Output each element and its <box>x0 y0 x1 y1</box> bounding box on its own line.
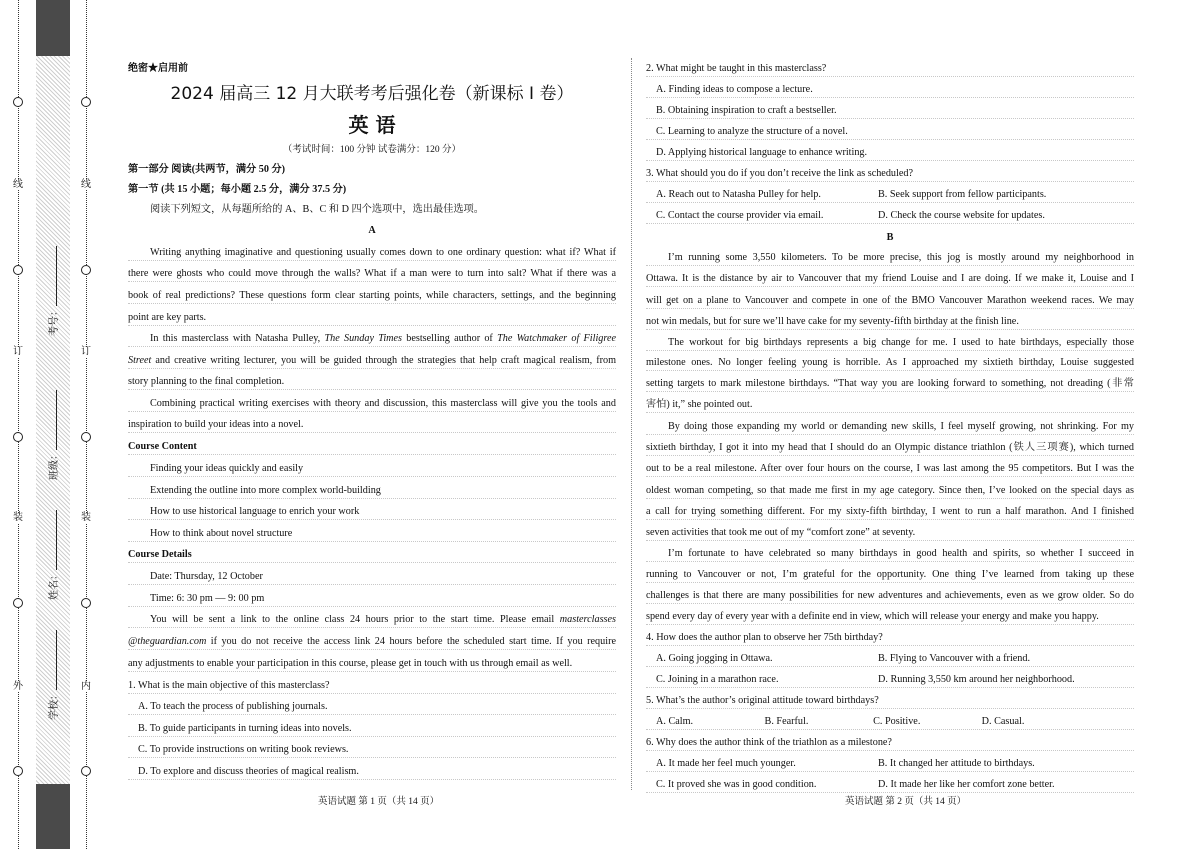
answer-option[interactable]: C. It proved she was in good condition. <box>656 779 817 790</box>
question-stem: 4. How does the author plan to observe her 75th birthday? <box>646 631 1134 646</box>
answer-option[interactable]: A. It made her feel much younger. <box>656 758 796 769</box>
binding-mark: 订 <box>13 346 23 357</box>
paragraph-line: Writing anything imaginative and questioning usually comes down to one ordinary question: what if? What if <box>128 246 616 261</box>
binding-hole <box>13 598 23 608</box>
answer-option[interactable]: D. Check the course website for updates. <box>878 210 1045 221</box>
binding-hole <box>13 432 23 442</box>
paragraph-line: Combining practical writing exercises with theory and discussion, this masterclass will give you the tools and <box>128 397 616 412</box>
confidential-mark: 绝密★启用前 <box>128 63 188 74</box>
answer-option[interactable]: D. Applying historical language to enhance writing. <box>646 146 1134 161</box>
school-label: 学校： <box>49 690 60 720</box>
question-stem: 1. What is the main objective of this masterclass? <box>128 679 616 694</box>
binding-mark: 外 <box>13 681 23 692</box>
part-heading: 第一部分 阅读(共两节，满分 50 分) <box>128 164 286 175</box>
binding-dark-block-top <box>36 0 70 56</box>
paragraph-line: sixtieth birthday, I got it into my head that I should do an Olympic distance triathlon (铁人三项赛), which turned <box>646 441 1134 456</box>
passage-label: B <box>886 232 894 243</box>
list-item: How to think about novel structure <box>128 527 616 542</box>
question-stem: 5. What’s the author’s original attitude toward birthdays? <box>646 694 1134 709</box>
paragraph-line <box>128 635 616 650</box>
binding-hole <box>81 265 91 275</box>
name-field[interactable] <box>45 510 60 600</box>
book-title: The Watchmaker of Filigree <box>497 333 616 344</box>
option-row <box>646 673 1134 688</box>
answer-option[interactable]: C. Learning to analyze the structure of a novel. <box>646 125 1134 140</box>
paragraph-line: spend every day of every year with a definite end in view, which will release your energy and make you happy. <box>646 610 1134 625</box>
binding-hole <box>81 766 91 776</box>
class-field[interactable] <box>45 390 60 480</box>
exam-number-label: 考号： <box>49 306 60 336</box>
paragraph-line: I’m running some 3,550 kilometers. To be more precise, this jog is mostly around my neighborhood in <box>646 251 1134 266</box>
paragraph-line <box>128 354 616 369</box>
answer-option[interactable]: D. To explore and discuss theories of magical realism. <box>128 765 616 780</box>
text-run: You will be sent a link to the online class 24 hours prior to the start time. Please email <box>150 614 560 625</box>
answer-option[interactable]: D. Running 3,550 km around her neighborhood. <box>878 674 1075 685</box>
exam-title: 2024 届高三 12 月大联考考后强化卷（新课标 I 卷） <box>170 84 574 104</box>
question-stem: 3. What should you do if you don’t receive the link as scheduled? <box>646 167 1134 182</box>
option-row <box>646 715 1134 730</box>
binding-cut-line-inner <box>86 0 87 849</box>
answer-option[interactable]: B. To guide participants in turning ideas into novels. <box>128 722 616 737</box>
binding-mark: 线 <box>13 179 23 190</box>
course-date: Date: Thursday, 12 October <box>128 570 616 585</box>
text-run: In this masterclass with Natasha Pulley, <box>150 333 325 344</box>
paragraph-line: The workout for big birthdays represents a big change for me. I used to hate birthdays, especially those <box>646 336 1134 351</box>
answer-option[interactable]: C. Positive. <box>873 716 921 727</box>
paragraph-line: By doing those expanding my world or demanding new skills, I feel myself growing, not shrinking. For my <box>646 420 1134 435</box>
section-heading: 第一节 (共 15 小题；每小题 2.5 分，满分 37.5 分) <box>128 184 347 195</box>
course-content-heading: Course Content <box>128 440 616 455</box>
binding-mark: 订 <box>81 346 91 357</box>
answer-option[interactable]: A. To teach the process of publishing journals. <box>128 700 616 715</box>
binding-hole <box>13 97 23 107</box>
paragraph-line <box>128 332 616 347</box>
option-row <box>646 188 1134 203</box>
publication-title: The Sunday Times <box>324 333 403 344</box>
paragraph-line: setting targets to mark milestone birthdays. “That way you are looking forward to something, not dreading (非常 <box>646 377 1134 392</box>
paragraph-line: point are key parts. <box>128 311 616 326</box>
answer-option[interactable]: B. It changed her attitude to birthdays. <box>878 758 1035 769</box>
passage-label: A <box>368 225 376 236</box>
option-row <box>646 209 1134 224</box>
paragraph-line: out to be a real milestone. After over four hours on the course, I was last among the 95 competitors. But I was the <box>646 462 1134 477</box>
text-run: bestselling author of <box>402 333 498 344</box>
paragraph-line: seven activities that took me out of my “comfort zone” at seventy. <box>646 526 1134 541</box>
exam-number-field[interactable] <box>45 246 60 336</box>
email-address: @theguardian.com <box>128 636 207 647</box>
instruction: 阅读下列短文，从每题所给的 A、B、C 和 D 四个选项中，选出最佳选项。 <box>150 204 484 215</box>
answer-option[interactable]: A. Calm. <box>656 716 694 727</box>
page-footer-right: 英语试题 第 2 页（共 14 页） <box>845 797 967 807</box>
list-item: Finding your ideas quickly and easily <box>128 462 616 477</box>
answer-option[interactable]: C. To provide instructions on writing book reviews. <box>128 743 616 758</box>
paragraph-line: a call for trying something different. For my sixty-fifth birthday, I went to run a half marathon. And I finished <box>646 505 1134 520</box>
binding-margin <box>0 0 102 849</box>
binding-mark: 线 <box>81 179 91 190</box>
paragraph-line: there were ghosts who could move through the walls? What if a man were to turn into salt? What if there was a <box>128 267 616 282</box>
paragraph-line: running to Vancouver or not, I’m grateful for the opportunity. One thing I’ve learned from taking up these <box>646 568 1134 583</box>
paragraph-line: challenges is that there are many possibilities for new adventures and achievements, even as we grow older. So do <box>646 589 1134 604</box>
text-run: if you do not receive the access link 24 hours before the scheduled start time. If you require <box>206 636 616 647</box>
answer-option[interactable]: B. Seek support from fellow participants. <box>878 189 1047 200</box>
answer-option[interactable]: B. Fearful. <box>764 716 809 727</box>
binding-hole <box>81 598 91 608</box>
class-label: 班级： <box>49 450 60 480</box>
binding-hole <box>13 265 23 275</box>
course-time: Time: 6: 30 pm — 9: 00 pm <box>128 592 616 607</box>
book-title: Street <box>128 355 152 366</box>
paragraph-line: 害怕) it,” she pointed out. <box>646 398 1134 413</box>
binding-cut-line-outer <box>18 0 19 849</box>
option-row <box>646 778 1134 793</box>
paragraph-line: milestone ones. No longer feeling young is horrible. As I approached my sixtieth birthday, Louise suggested <box>646 356 1134 371</box>
answer-option[interactable]: A. Reach out to Natasha Pulley for help. <box>656 189 821 200</box>
paragraph-line: book of real predictions? These questions form clear starting points, while characters, settings, and the beginning <box>128 289 616 304</box>
answer-option[interactable]: C. Joining in a marathon race. <box>656 674 779 685</box>
paragraph-line: story planning to the final completion. <box>128 375 616 390</box>
paragraph-line: inspiration to build your ideas into a novel. <box>128 418 616 433</box>
course-details-heading: Course Details <box>128 548 616 563</box>
column-divider <box>631 58 632 790</box>
paragraph-line: I’m fortunate to have celebrated so many birthdays in good health and spirits, so whether I succeed in <box>646 547 1134 562</box>
answer-option[interactable]: A. Going jogging in Ottawa. <box>656 653 773 664</box>
paragraph-line: any adjustments to enable your participation in this course, please get in touch with us through email as well. <box>128 657 616 672</box>
list-item: Extending the outline into more complex world-building <box>128 484 616 499</box>
binding-mark: 内 <box>81 681 91 692</box>
list-item: How to use historical language to enrich your work <box>128 505 616 520</box>
binding-hole <box>81 432 91 442</box>
exam-info: （考试时间：100 分钟 试卷满分：120 分） <box>282 145 462 155</box>
paragraph-line: oldest woman competing, so that made me first in my age category. Since then, I’ve looked on the special days as <box>646 484 1134 499</box>
paragraph-line: not win medals, but for sure we’ll have cake for my seventy-fifth birthday at the finish line. <box>646 315 1134 330</box>
question-stem: 6. Why does the author think of the triathlon as a milestone? <box>646 736 1134 751</box>
answer-option[interactable]: D. It made her like her comfort zone better. <box>878 779 1055 790</box>
question-stem: 2. What might be taught in this masterclass? <box>646 62 1134 77</box>
paragraph-line: Ottawa. It is the distance by air to Vancouver that my friend Louise and I are doing. If we make it, Louise and I <box>646 272 1134 287</box>
school-field[interactable] <box>45 630 60 720</box>
email-address: masterclasses <box>559 614 616 625</box>
binding-mark: 装 <box>13 512 23 523</box>
binding-hole <box>13 766 23 776</box>
paragraph-line <box>128 613 616 628</box>
answer-option[interactable]: A. Finding ideas to compose a lecture. <box>646 83 1134 98</box>
answer-option[interactable]: C. Contact the course provider via email. <box>656 210 824 221</box>
answer-option[interactable]: B. Obtaining inspiration to craft a bestseller. <box>646 104 1134 119</box>
option-row <box>646 757 1134 772</box>
option-row <box>646 652 1134 667</box>
binding-hole <box>81 97 91 107</box>
answer-option[interactable]: B. Flying to Vancouver with a friend. <box>878 653 1031 664</box>
name-label: 姓名： <box>49 570 60 600</box>
binding-dark-block-bottom <box>36 784 70 849</box>
subject-title: 英 语 <box>348 113 396 137</box>
answer-option[interactable]: D. Casual. <box>981 716 1025 727</box>
page-footer-left: 英语试题 第 1 页（共 14 页） <box>318 797 440 807</box>
text-run: and creative writing lecturer, you will be guided through the strategies that help craft magical realism, from <box>151 355 616 366</box>
binding-mark: 装 <box>81 512 91 523</box>
paragraph-line: will get on a plane to Vancouver and compete in one of the BMO Vancouver Marathon weekend races. We may <box>646 294 1134 309</box>
